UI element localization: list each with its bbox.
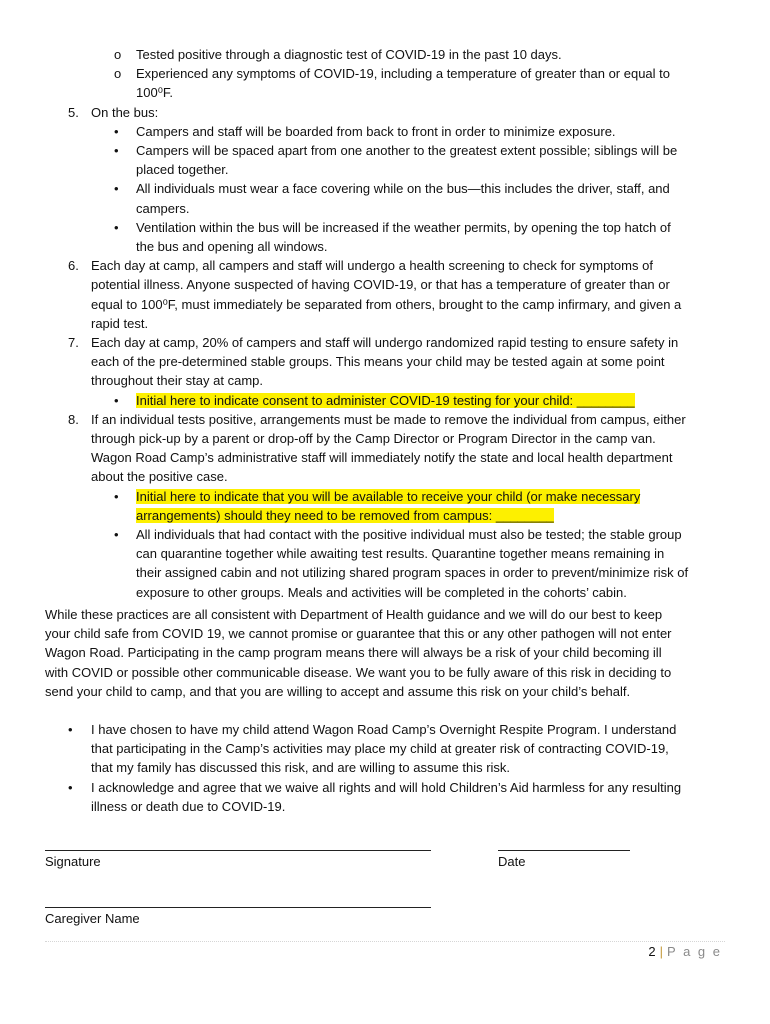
risk-paragraph-line: send your child to camp, and that you are willing to accept and assume this risk on your child’s behalf.: [45, 683, 631, 699]
symptom-list-item-text: 100⁰F.: [136, 85, 174, 101]
numbered-item-8-text: through pick-up by a parent or drop-off by the Camp Director or Program Director in the camp van.: [91, 431, 656, 446]
positive-case-list-item-text: [136, 489, 640, 505]
numbered-item-6-number: 6.: [68, 258, 79, 274]
numbered-item-7-text: each of the pre-determined stable groups. This means your child may be tested again at some point: [91, 354, 665, 370]
numbered-item-8-text: If an individual tests positive, arrangements must be made to remove the individual from campus, either: [91, 411, 686, 427]
risk-paragraph-line: While these practices are all consistent with Department of Health guidance and we will do our best to keep: [45, 607, 663, 622]
risk-paragraph-line: with COVID or possible other communicable disease. We want you to be fully aware of this risk in deciding to: [45, 664, 672, 680]
numbered-item-7-text: throughout their stay at camp.: [91, 373, 263, 389]
acknowledgement-item-text: that my family has discussed this risk, and are willing to assume this risk.: [91, 760, 511, 776]
bus-list-item-text: Campers will be spaced apart from one another to the greatest extent possible; siblings will be: [136, 143, 678, 158]
numbered-item-8-number: 8.: [68, 411, 79, 427]
signature-label: Signature: [45, 854, 101, 869]
bus-list-item-text: Campers and staff will be boarded from back to front in order to minimize exposure.: [136, 123, 616, 139]
bus-list-item-text: placed together.: [136, 162, 229, 178]
highlighted-consent-text[interactable]: Initial here to indicate that you will be available to receive your child (or make necessary: [136, 488, 641, 504]
numbered-item-6-text: Each day at camp, all campers and staff will undergo a health screening to check for symptoms of: [91, 258, 653, 274]
numbered-item-6-text: rapid test.: [91, 315, 149, 331]
risk-paragraph-line: your child safe from COVID 19, we cannot promise or guarantee that this or any other pathogen will not enter: [45, 626, 672, 642]
bus-list-item-marker: •: [114, 219, 119, 235]
footer-divider: [45, 941, 725, 942]
testing-consent-item-text: [136, 393, 635, 409]
positive-case-list-item-text: [136, 508, 554, 524]
bus-list-item-text: All individuals must wear a face covering while on the bus—this includes the driver, staff, and: [136, 181, 670, 197]
acknowledgement-item-text: I acknowledge and agree that we waive all rights and will hold Children’s Aid harmless for any resulting: [91, 779, 682, 795]
positive-case-list-item-marker: •: [114, 488, 119, 504]
positive-case-list-item-text: All individuals that had contact with the positive individual must also be tested; the stable group: [136, 527, 682, 542]
symptom-list-item-marker: o: [114, 47, 122, 62]
numbered-item-8-text: Wagon Road Camp’s administrative staff will immediately notify the state and local health department: [91, 450, 673, 466]
symptom-list-item-text: Experienced any symptoms of COVID-19, including a temperature of greater than or equal to: [136, 66, 671, 82]
page-footer: [648, 944, 722, 960]
positive-case-list-item-marker: •: [114, 527, 119, 542]
positive-case-list-item-text: exposure to other groups. Meals and activities will be completed in the cohorts’ cabin.: [136, 584, 627, 600]
bus-list-item-text: campers.: [136, 200, 190, 216]
bus-list-item-text: the bus and opening all windows.: [136, 239, 328, 254]
page-number: 2: [648, 944, 656, 959]
bus-list-item-marker: •: [114, 181, 119, 197]
highlighted-consent-text[interactable]: Initial here to indicate consent to administer COVID-19 testing for your child: ________: [136, 392, 635, 408]
bus-list-item-text: Ventilation within the bus will be increased if the weather permits, by opening the top hatch of: [136, 219, 671, 235]
numbered-item-7-number: 7.: [68, 335, 79, 350]
symptom-list-item-text: Tested positive through a diagnostic test of COVID-19 in the past 10 days.: [136, 47, 562, 62]
page-word: P a g e: [667, 944, 722, 959]
numbered-item-6-text: potential illness. Anyone suspected of having COVID-19, or that has a temperature of greater than or: [91, 277, 670, 293]
risk-paragraph-line: Wagon Road. Participating in the camp program means there will always be a risk of your child becoming ill: [45, 645, 662, 661]
acknowledgement-item-text: illness or death due to COVID-19.: [91, 798, 286, 814]
bus-list-item-marker: •: [114, 143, 119, 158]
acknowledgement-item-marker: •: [68, 722, 73, 737]
signature-line[interactable]: [45, 850, 431, 851]
positive-case-list-item-text: their assigned cabin and not utilizing shared program spaces in order to prevent/minimize risk of: [136, 565, 689, 581]
date-label: Date: [498, 854, 526, 869]
caregiver-name-line[interactable]: [45, 907, 431, 908]
symptom-list-item-marker: o: [114, 66, 122, 82]
caregiver-name-label: Caregiver Name: [45, 911, 140, 926]
acknowledgement-item-text: I have chosen to have my child attend Wagon Road Camp’s Overnight Respite Program. I understand: [91, 722, 677, 737]
bus-list-item-marker: •: [114, 123, 119, 139]
numbered-item-5-text: On the bus:: [91, 104, 159, 120]
numbered-item-8-text: about the positive case.: [91, 469, 228, 485]
highlighted-consent-text[interactable]: arrangements) should they need to be removed from campus: ________: [136, 507, 554, 523]
date-line[interactable]: [498, 850, 630, 851]
acknowledgement-item-text: that participating in the Camp’s activities may place my child at greater risk of contracting COVID-19,: [91, 741, 669, 757]
numbered-item-5-number: 5.: [68, 104, 79, 120]
positive-case-list-item-text: can quarantine together while awaiting test results. Quarantine together means remaining in: [136, 546, 665, 562]
acknowledgement-item-marker: •: [68, 779, 73, 795]
numbered-item-6-text: equal to 100⁰F, must immediately be separated from others, brought to the camp infirmary, and given a: [91, 296, 682, 312]
footer-separator: |: [659, 944, 664, 959]
testing-consent-item-marker: •: [114, 392, 119, 408]
numbered-item-7-text: Each day at camp, 20% of campers and staff will undergo randomized rapid testing to ensure safety in: [91, 335, 679, 350]
